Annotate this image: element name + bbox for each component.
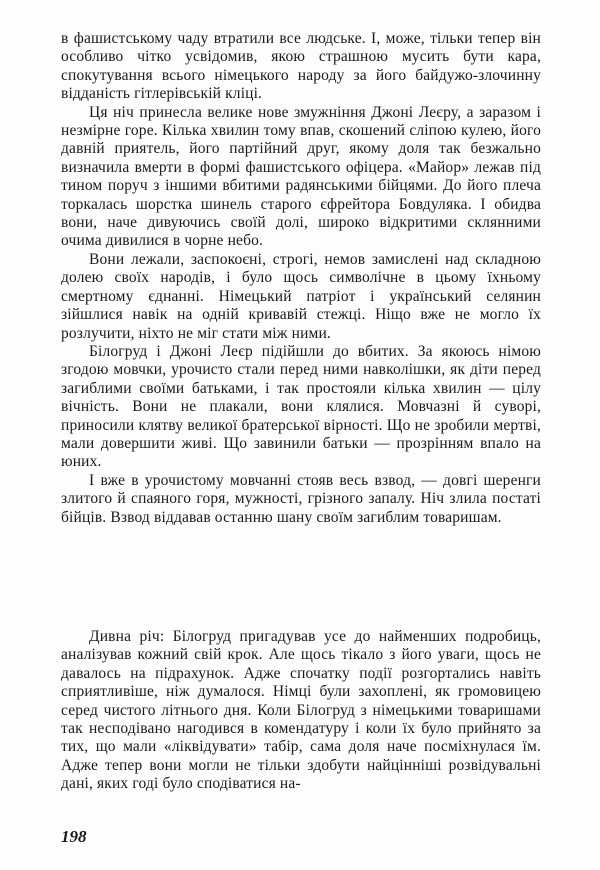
paragraph-continued: в фашистському чаду втратили все людське. І, може, тільки тепер він особливо чітко усвідомив, якою страшною мусить бути кара, спокутування всього німецького народу за його байдужо-злочинну відданість гітлерівській кліці. — [61, 30, 541, 103]
next-section-text-block — [61, 628, 541, 794]
page-number: 198 — [61, 827, 87, 846]
paragraph: І вже в урочистому мовчанні стояв весь взвод, — довгі шеренги злитого й спаяного горя, мужності, грізного запалу. Ніч злила постаті бійців. Взвод віддавав останню шану своїм загиблим товаришам. — [61, 471, 541, 526]
paragraph: Дивна річ: Білогруд пригадував усе до найменших подробиць, аналізував кожний свій крок. Але щось тікало з його уваги, щось не давалось на підрахунок. Адже спочатку події розгортались навіть сприятливіше, ніж думалося. Німці були захоплені, як громовицею серед чистого літнього дня. Коли Білогруд з німецькими товаришами так несподівано нагодився в комендатуру і коли їх було прийнято за тих, що мали «ліквідувати» табір, сама доля наче посміхнулася їм. Адже тепер вони могли не тільки здобути найцінніші розвідувальні дані, яких годі було сподіватися на- — [61, 628, 541, 793]
paragraph: Вони лежали, заспокоєні, строгі, немов замислені над складною долею своїх народів, і було щось символічне в цьому їхньому смертному єднанні. Німецький патріот і український селянин зійшлися навік на одній кривавій стежці. Ніщо вже не могло їх розлучити, ніхто не міг стати між ними. — [61, 250, 541, 342]
main-text-block — [61, 30, 541, 527]
paragraph: Білогруд і Джоні Леєр підійшли до вбитих. За якоюсь німою згодою мовчки, урочисто стали перед ними навколішки, як діти перед загиблими своїми батьками, і так простояли кілька хвилин — цілу вічність. Вони не плакали, вони клялися. Мовчазні й суворі, приносили клятву великої братерської вірності. Що не зробили мертві, мали довершити живі. Що завинили батьки — прозрінням впало на юних. — [61, 342, 541, 471]
paragraph: Ця ніч принесла велике нове змужніння Джоні Леєру, а заразом і незмірне горе. Кілька хвилин тому впав, скошений сліпою кулею, його давній приятель, його партійний друг, якому доля так безжально визначила вмерти в формі фашистського офіцера. «Майор» лежав під тином поруч з іншими вбитими радянськими бійцями. До його плеча торкалась шорстка шинель старого єфрейтора Бовдуляка. І обидва вони, наче дивуючись своїй долі, широко відкритими склянними очима дивилися в чорне небо. — [61, 103, 541, 250]
